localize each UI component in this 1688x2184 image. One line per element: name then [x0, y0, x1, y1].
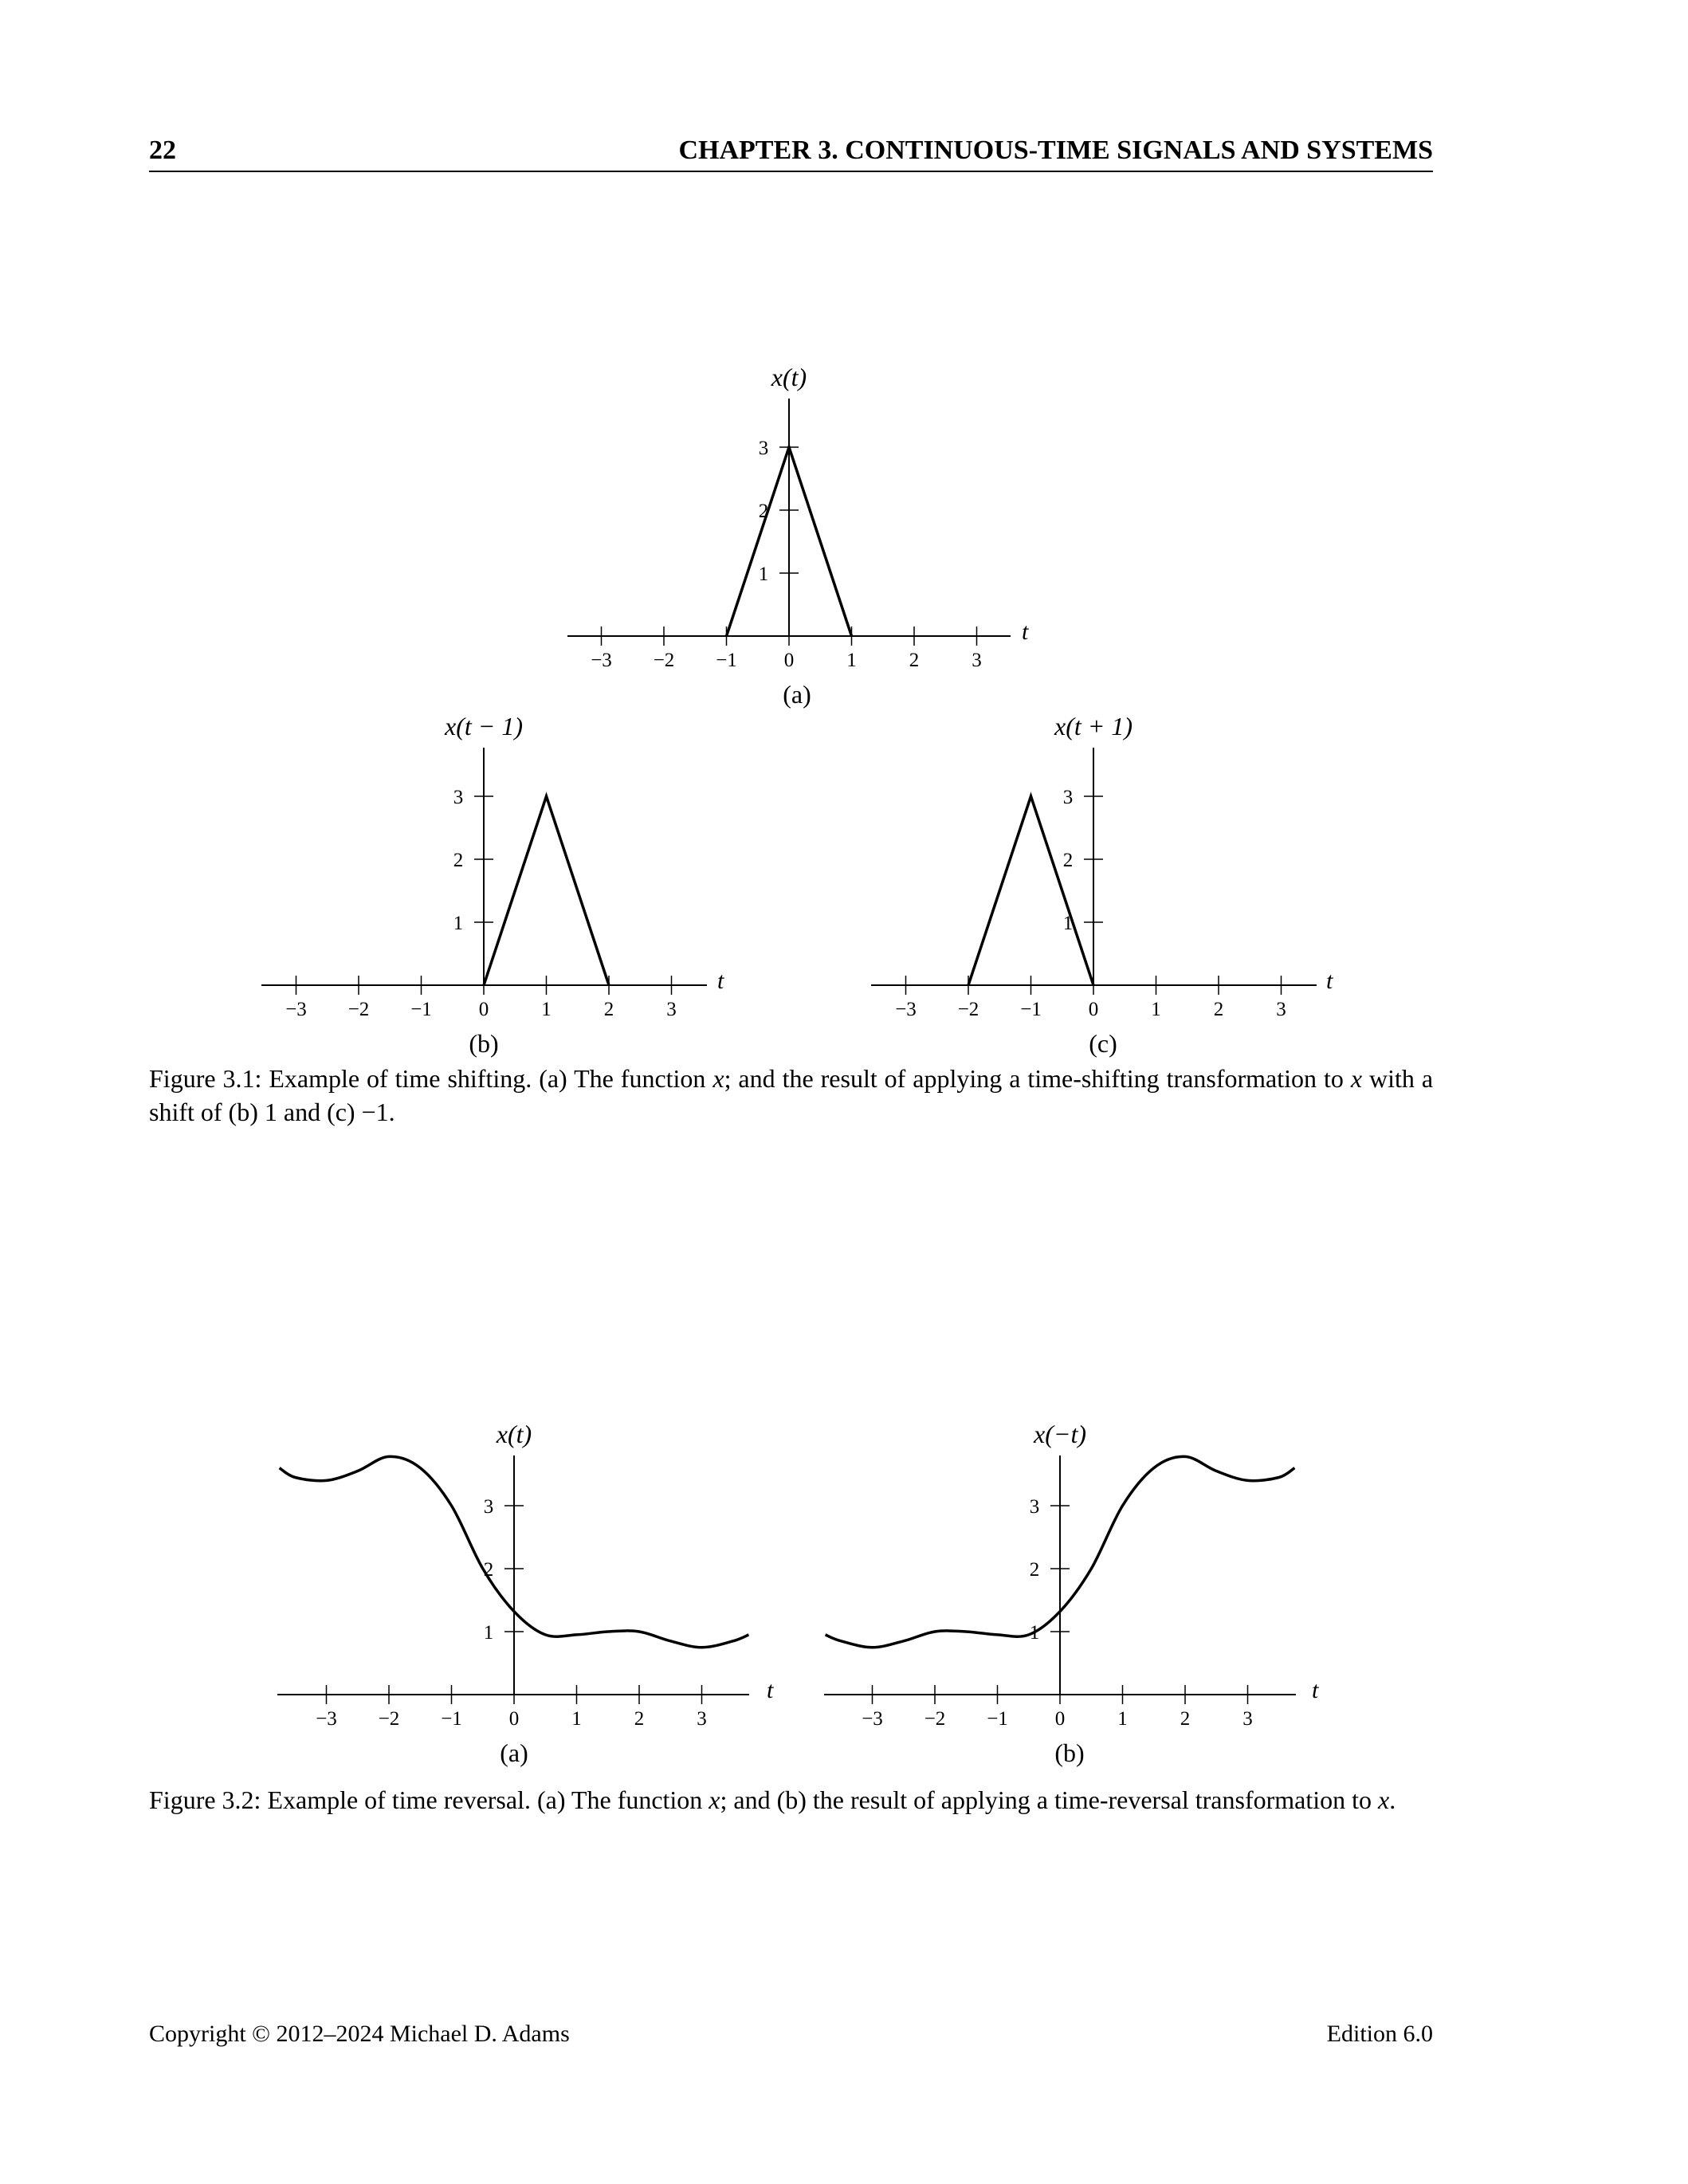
x-tick-label: −1	[987, 1708, 1008, 1730]
y-tick-label: 3	[1029, 1496, 1040, 1518]
panel-label: (c)	[1089, 1029, 1117, 1058]
caption-text: Example of time reversal. (a) The function	[267, 1785, 703, 1814]
y-tick-label: 2	[1062, 850, 1074, 871]
x-tick-label: 1	[571, 1708, 582, 1730]
x-axis-label: t	[767, 1677, 774, 1703]
panel-label: (b)	[1054, 1738, 1085, 1767]
x-tick-label: 2	[634, 1708, 645, 1730]
y-tick-label: 1	[1029, 1622, 1040, 1644]
figure-3-1-caption	[149, 1062, 1433, 1129]
copyright: Copyright © 2012–2024 Michael D. Adams	[149, 2021, 570, 2047]
caption-var: x	[712, 1064, 724, 1093]
y-tick-label: 1	[453, 913, 464, 934]
x-tick-label: −2	[347, 999, 370, 1020]
x-axis-label: t	[1326, 968, 1333, 994]
panel-label: (b)	[469, 1029, 499, 1058]
caption-label: Figure 3.1:	[149, 1064, 262, 1093]
x-tick-label: −1	[1020, 999, 1042, 1020]
y-axis-label: x(t + 1)	[1054, 712, 1133, 740]
chapter-title: CHAPTER 3. CONTINUOUS-TIME SIGNALS AND SYSTEMS	[678, 136, 1433, 165]
series-line	[484, 796, 609, 985]
y-tick-label: 2	[453, 850, 464, 871]
y-tick-label: 3	[1062, 787, 1074, 808]
x-tick-label: −2	[653, 650, 675, 671]
x-tick-label: 1	[541, 999, 552, 1020]
x-tick-label: 1	[1151, 999, 1161, 1020]
y-tick-label: 3	[453, 787, 464, 808]
x-tick-label: −3	[591, 650, 612, 671]
x-axis-label: t	[1312, 1677, 1319, 1703]
y-tick-label: 3	[758, 438, 769, 459]
y-tick-label: 1	[758, 564, 769, 585]
x-tick-label: 0	[508, 1708, 520, 1730]
chart-3-1-a	[567, 363, 1029, 709]
x-tick-label: −3	[862, 1708, 883, 1730]
y-axis-label: x(t − 1)	[445, 712, 523, 740]
chart-3-1-b	[261, 712, 724, 1058]
x-tick-label: 3	[972, 650, 982, 671]
series-line	[968, 796, 1093, 985]
y-axis-label: x(t)	[496, 1420, 532, 1448]
chart-3-2-a	[277, 1420, 774, 1767]
y-tick-label: 1	[483, 1622, 494, 1644]
x-axis-label: t	[1022, 619, 1029, 645]
chart-3-2-b	[824, 1420, 1319, 1767]
caption-label: Figure 3.2:	[149, 1785, 261, 1814]
caption-var: x	[709, 1785, 720, 1814]
x-tick-label: −1	[410, 999, 432, 1020]
x-tick-label: 0	[783, 650, 795, 671]
caption-text: ; and (b) the result of applying a time-reversal transformation	[720, 1785, 1346, 1814]
x-tick-label: 0	[1054, 1708, 1066, 1730]
x-tick-label: 1	[846, 650, 857, 671]
y-tick-label: 2	[758, 501, 769, 522]
y-axis-label: x(−t)	[1034, 1420, 1086, 1448]
x-tick-label: 3	[1242, 1708, 1253, 1730]
x-tick-label: 1	[1117, 1708, 1128, 1730]
panel-label: (a)	[783, 680, 811, 709]
x-tick-label: −1	[441, 1708, 462, 1730]
caption-var: x	[1350, 1064, 1363, 1093]
y-tick-label: 3	[483, 1496, 494, 1518]
x-tick-label: 0	[478, 999, 489, 1020]
x-tick-label: 3	[666, 999, 677, 1020]
caption-text: with a shift of (b) 1 and (c) −1.	[149, 1064, 1434, 1126]
caption-text: ; and the result of applying a time-shifting transformation to	[724, 1064, 1344, 1093]
x-tick-label: −3	[316, 1708, 337, 1730]
figure-3-2-caption	[149, 1783, 1433, 1817]
caption-text: Example of time shifting. (a) The function	[269, 1064, 706, 1093]
y-axis-label: x(t)	[771, 363, 807, 391]
x-tick-label: −3	[285, 999, 307, 1020]
x-tick-label: 3	[1276, 999, 1286, 1020]
x-tick-label: 3	[697, 1708, 707, 1730]
page-number: 22	[149, 136, 176, 165]
y-tick-label: 2	[1029, 1559, 1040, 1581]
caption-var: x	[1378, 1785, 1390, 1814]
x-tick-label: −3	[895, 999, 917, 1020]
panel-label: (a)	[500, 1738, 528, 1767]
x-tick-label: 2	[603, 999, 614, 1020]
x-tick-label: −1	[716, 650, 737, 671]
x-axis-label: t	[717, 968, 724, 994]
y-tick-label: 1	[1062, 913, 1074, 934]
x-tick-label: 2	[909, 650, 920, 671]
x-tick-label: −2	[924, 1708, 946, 1730]
x-tick-label: −2	[957, 999, 979, 1020]
x-tick-label: −2	[378, 1708, 400, 1730]
x-tick-label: 2	[1213, 999, 1224, 1020]
chart-3-1-c	[871, 712, 1333, 1058]
edition: Edition 6.0	[1326, 2021, 1433, 2047]
caption-text: .	[1389, 1785, 1396, 1814]
x-tick-label: 2	[1180, 1708, 1191, 1730]
y-tick-label: 2	[483, 1559, 494, 1581]
x-tick-label: 0	[1088, 999, 1099, 1020]
caption-text: to	[1352, 1785, 1372, 1814]
